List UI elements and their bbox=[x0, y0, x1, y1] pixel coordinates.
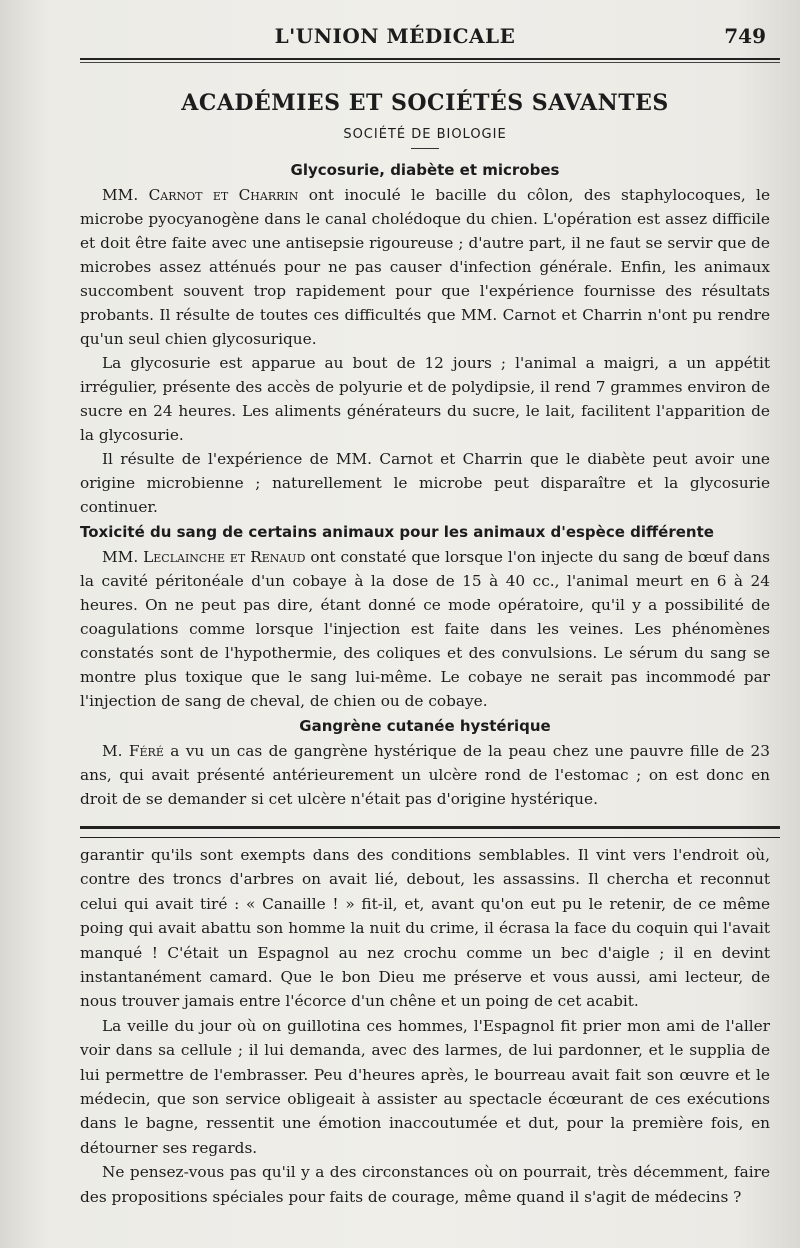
article-paragraph bbox=[80, 183, 770, 351]
society-rule bbox=[411, 148, 439, 149]
society-name: SOCIÉTÉ DE BIOLOGIE bbox=[343, 127, 507, 142]
author-names: M. Féré bbox=[102, 742, 164, 760]
page-number: 749 bbox=[724, 24, 766, 48]
article-paragraph bbox=[80, 739, 770, 811]
feuilleton-divider bbox=[80, 826, 780, 838]
feuilleton-paragraph: garantir qu'ils sont exempts dans des conditions semblables. Il vint vers l'endroit où, contre des troncs d'arbres on avait lié, debout, les assassins. Il chercha et reconnut celui qui avait tiré : « Canaille ! » fit-il, et, avant qu'on eut pu le retenir, de ce même poing qui avait abattu son homme la nuit du crime, il écrasa la face du coquin qui l'avait manqué ! C'était un Espagnol au nez crochu comme un bec d'aigle ; il en devint instantanément camard. Que le bon Dieu me préserve et vous aussi, ami lecteur, de nous trouver jamais entre l'écorce d'un chêne et un poing de cet acabit. bbox=[80, 846, 770, 1011]
paragraph-text: ont inoculé le bacille du côlon, des staphylocoques, le microbe pyocyanogène dans le canal cholédoque du chien. L'opération est assez difficile et doit être faite avec une antisepsie rigoureuse ; d'autre part, il ne faut se servir que de microbes assez atténués pour ne pas causer d'infection générale. Enfin, les animaux succombent souvent trop rapidement pour que l'expérience fournisse des résultats probants. Il résulte de toutes ces difficultés que MM. Carnot et Charrin n'ont pu rendre qu'un seul chien glycosurique. bbox=[80, 186, 771, 348]
running-title: L'UNION MÉDICALE bbox=[274, 24, 516, 48]
paragraph-text: Il résulte de l'expérience de MM. Carnot et Charrin que le diabète peut avoir une origine microbienne ; naturellement le microbe peut disparaître et la glycosurie continuer. bbox=[80, 450, 770, 516]
article-paragraph bbox=[80, 351, 770, 447]
paragraph-text: La glycosurie est apparue au bout de 12 jours ; l'animal a maigri, a un appétit irrégulier, présente des accès de polyurie et de polydipsie, il rend 7 grammes environ de sucre en 24 heures. Les aliments générateurs du sucre, le lait, facilitent l'apparition de la glycosurie. bbox=[80, 354, 770, 444]
article-paragraph bbox=[80, 545, 770, 713]
feuilleton-paragraph: Ne pensez-vous pas qu'il y a des circonstances où on pourrait, très décemment, faire des propositions spéciales pour faits de courage, même quand il s'agit de médecins ? bbox=[80, 1163, 770, 1206]
feuilleton bbox=[80, 843, 770, 1209]
author-names: MM. Carnot et Charrin bbox=[102, 186, 299, 204]
paragraph-text: a vu un cas de gangrène hystérique de la peau chez une pauvre fille de 23 ans, qui avait présenté antérieurement un ulcère rond de l'estomac ; on est donc en droit de se demander si cet ulcère n'était pas d'origine hystérique. bbox=[80, 742, 771, 808]
paragraph-text: ont constaté que lorsque l'on injecte du sang de bœuf dans la cavité péritonéale d'un cobaye à la dose de 15 à 40 cc., l'animal meurt en 6 à 24 heures. On ne peut pas dire, étant donné ce mode opératoire, qu'il y a possibilité de coagulations comme lorsque l'injection est faite dans les veines. Les phénomènes constatés sont de l'hypothermie, des coliques et des convulsions. Le sérum du sang se montre plus toxique que le sang lui-même. Le cobaye ne serait pas incommodé par l'injection de sang de cheval, de chien ou de cobaye. bbox=[80, 548, 770, 710]
article-paragraph bbox=[80, 447, 770, 519]
section-title: ACADÉMIES ET SOCIÉTÉS SAVANTES bbox=[181, 90, 669, 116]
main-content bbox=[80, 86, 770, 811]
article-heading-gangrene: Gangrène cutanée hystérique bbox=[299, 717, 551, 735]
author-names: MM. Leclainche et Renaud bbox=[102, 548, 306, 566]
header-rule bbox=[80, 58, 780, 63]
article-heading-toxicite: Toxicité du sang de certains animaux pour les animaux d'espèce différente bbox=[80, 523, 714, 541]
article-heading-glycosurie: Glycosurie, diabète et microbes bbox=[290, 161, 560, 179]
feuilleton-paragraph: La veille du jour où on guillotina ces hommes, l'Espagnol fit prier mon ami de l'aller voir dans sa cellule ; il lui demanda, avec des larmes, de lui pardonner, et le supplia de lui permettre de l'embrasser. Peu d'heures après, le bourreau avait fait son œuvre et le médecin, que son service obligeait à assister au spectacle écœurant de ces exécutions dans le bagne, ressentit une émotion inaccoutumée et dut, pour la première fois, en détourner ses regards. bbox=[80, 1016, 770, 1157]
running-head bbox=[80, 22, 770, 60]
